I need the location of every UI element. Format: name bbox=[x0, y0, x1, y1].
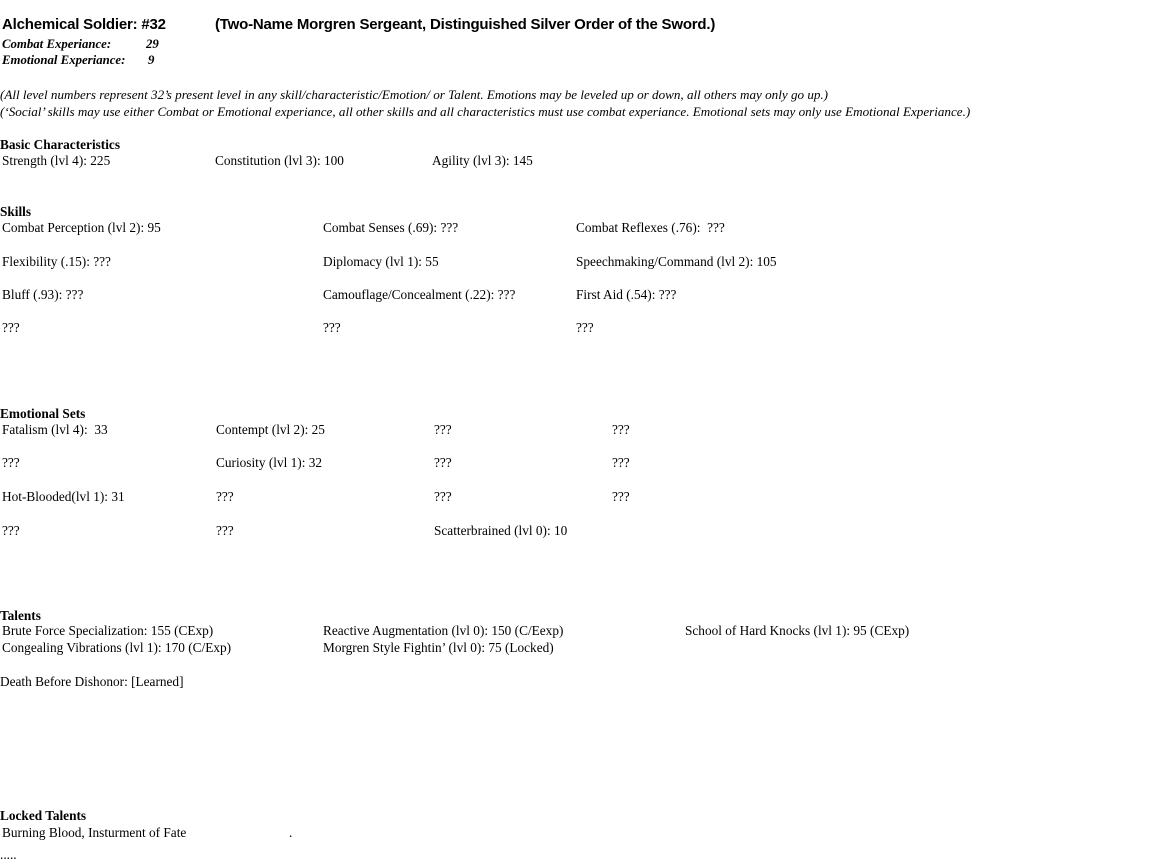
skill-cell: ??? bbox=[576, 320, 594, 335]
emotional-set-cell: Curiosity (lvl 1): 32 bbox=[216, 455, 323, 470]
skill-cell: Combat Senses (.69): ??? bbox=[323, 220, 459, 235]
emotional-set-cell: ??? bbox=[612, 455, 630, 470]
emotional-set-cell: Hot-Blooded(lvl 1): 31 bbox=[2, 489, 125, 504]
skill-cell: Speechmaking/Command (lvl 2): 105 bbox=[576, 254, 777, 269]
note-line-1: (All level numbers represent 32’s present level in any skill/characteristic/Emotion/ or Talent. Emotions may be leveled up or down, all others may only go up.) bbox=[0, 87, 829, 102]
ellipsis-line: ..... bbox=[0, 847, 17, 862]
skill-cell: First Aid (.54): ??? bbox=[576, 287, 677, 302]
skill-cell: Combat Perception (lvl 2): 95 bbox=[2, 220, 161, 235]
emotional-experience-value: 9 bbox=[148, 53, 155, 67]
talent-cell: Morgren Style Fightin’ (lvl 0): 75 (Locked) bbox=[323, 640, 554, 655]
emotional-set-cell: ??? bbox=[612, 489, 630, 504]
emotional-set-row bbox=[2, 523, 1150, 603]
emotional-set-cell: Scatterbrained (lvl 0): 10 bbox=[434, 523, 568, 538]
emotional-set-cell: ??? bbox=[216, 489, 234, 504]
talents-heading: Talents bbox=[0, 608, 41, 623]
talent-learned-line: Death Before Dishonor: [Learned] bbox=[0, 674, 184, 689]
emotional-set-cell: ??? bbox=[216, 523, 234, 538]
characteristics-heading: Basic Characteristics bbox=[0, 137, 121, 152]
emotional-set-cell: ??? bbox=[2, 523, 20, 538]
talent-cell: School of Hard Knocks (lvl 1): 95 (CExp) bbox=[685, 623, 910, 638]
talent-row bbox=[2, 640, 1150, 704]
page-title: Alchemical Soldier: #32 bbox=[2, 16, 166, 33]
locked-talents-line: Burning Blood, Insturment of Fate bbox=[2, 825, 187, 840]
skill-cell: ??? bbox=[323, 320, 341, 335]
skill-cell: Bluff (.93): ??? bbox=[2, 287, 84, 302]
skill-cell: Combat Reflexes (.76): ??? bbox=[576, 220, 725, 235]
skills-heading: Skills bbox=[0, 204, 32, 219]
stray-period: . bbox=[289, 825, 293, 840]
skill-cell: ??? bbox=[2, 320, 20, 335]
skill-cell: Flexibility (.15): ??? bbox=[2, 254, 111, 269]
page-subtitle: (Two-Name Morgren Sergeant, Distinguished Silver Order of the Sword.) bbox=[215, 16, 716, 33]
combat-experience-value: 29 bbox=[146, 37, 159, 51]
characteristic-constitution: Constitution (lvl 3): 100 bbox=[215, 153, 344, 168]
emotional-set-cell: Fatalism (lvl 4): 33 bbox=[2, 422, 108, 437]
talent-cell: Brute Force Specialization: 155 (CExp) bbox=[2, 623, 214, 638]
emotional-set-cell: ??? bbox=[434, 422, 452, 437]
talent-cell: Reactive Augmentation (lvl 0): 150 (C/Eexp) bbox=[323, 623, 564, 638]
characteristic-agility: Agility (lvl 3): 145 bbox=[432, 153, 533, 168]
emotional-set-cell: ??? bbox=[434, 489, 452, 504]
emotional-set-cell: ??? bbox=[434, 455, 452, 470]
skill-cell: Diplomacy (lvl 1): 55 bbox=[323, 254, 439, 269]
emotional-sets-heading: Emotional Sets bbox=[0, 406, 86, 421]
skill-cell: Camouflage/Concealment (.22): ??? bbox=[323, 287, 516, 302]
note-line-2: (‘Social’ skills may use either Combat or Emotional experiance, all other skills and all characteristics must use combat experiance. Emotional sets may only use Emotional Experiance.) bbox=[0, 104, 971, 119]
skills-row bbox=[2, 320, 1150, 400]
combat-experience-label: Combat Experiance: bbox=[2, 37, 112, 51]
characteristic-strength: Strength (lvl 4): 225 bbox=[2, 153, 111, 168]
emotional-experience-label: Emotional Experiance: bbox=[2, 53, 126, 67]
emotional-set-cell: ??? bbox=[2, 455, 20, 470]
talent-cell: Congealing Vibrations (lvl 1): 170 (C/Exp) bbox=[2, 640, 232, 655]
locked-talents-heading: Locked Talents bbox=[0, 808, 87, 823]
emotional-set-cell: ??? bbox=[612, 422, 630, 437]
emotional-set-cell: Contempt (lvl 2): 25 bbox=[216, 422, 325, 437]
